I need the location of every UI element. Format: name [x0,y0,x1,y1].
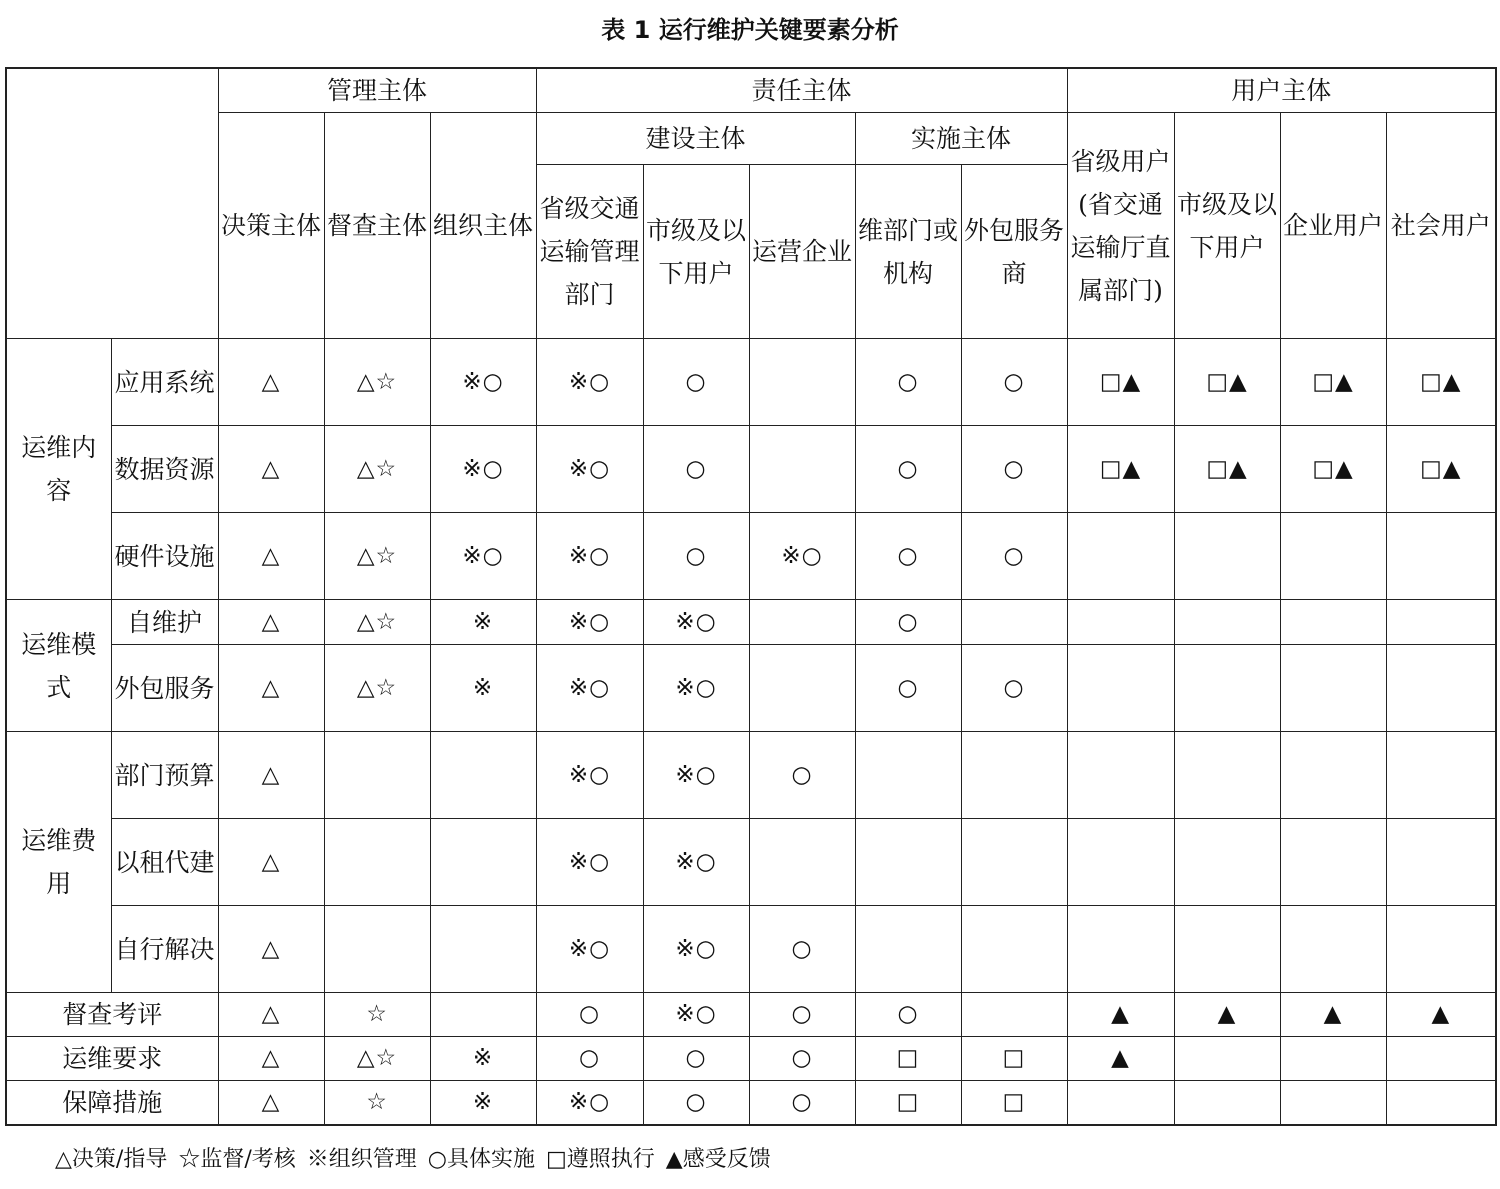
table-cell [430,993,536,1037]
table-cell: ※○ [536,513,643,600]
table-cell [1174,1081,1280,1126]
subgroup-header-implementation: 实施主体 [855,113,1067,165]
row-label: 保障措施 [6,1081,218,1126]
table-cell: ※ [430,600,536,645]
table-cell: ▲ [1280,993,1386,1037]
group-header-responsibility: 责任主体 [536,68,1067,113]
table-cell: □ [855,1037,961,1081]
table-cell [961,819,1067,906]
table-cell [1067,1081,1174,1126]
table-cell: ○ [961,426,1067,513]
table-cell: ※○ [536,600,643,645]
table-cell [1067,819,1174,906]
table-cell: ○ [749,1081,855,1126]
column-header: 市级及以下用户 [643,165,749,339]
table-cell [1280,1037,1386,1081]
table-cell [1280,1081,1386,1126]
table-cell: ○ [855,993,961,1037]
table-cell: ○ [643,426,749,513]
table-cell [1067,513,1174,600]
table-cell: □▲ [1067,426,1174,513]
table-cell [1386,600,1496,645]
row-label: 运维要求 [6,1037,218,1081]
table-cell: □ [855,1081,961,1126]
legend-item: □遵照执行 [545,1147,655,1172]
table-cell: □▲ [1280,339,1386,426]
table-cell: △☆ [324,600,430,645]
table-cell: ※○ [536,732,643,819]
row-label: 硬件设施 [111,513,218,600]
table-cell: □▲ [1386,426,1496,513]
group-header-management: 管理主体 [218,68,536,113]
column-header: 省级用户(省交通运输厅直属部门) [1067,113,1174,339]
table-cell: △ [218,732,324,819]
table-cell: ○ [749,993,855,1037]
corner-cell [6,68,218,339]
table-cell: ※○ [430,426,536,513]
table-caption: 表 1 运行维护关键要素分析 [601,16,899,44]
table-cell [1280,513,1386,600]
table-cell [749,645,855,732]
table-cell: △ [218,906,324,993]
table-cell [961,600,1067,645]
table-cell [1386,819,1496,906]
table-cell [961,906,1067,993]
table-cell [430,819,536,906]
table-cell: ○ [643,1037,749,1081]
row-label: 数据资源 [111,426,218,513]
legend-item: ▲感受反馈 [665,1147,771,1172]
legend-item: △决策/指导 [55,1147,168,1172]
table-cell [324,906,430,993]
column-header: 组织主体 [430,113,536,339]
table-cell: ○ [749,732,855,819]
table-cell: △ [218,513,324,600]
table-cell [961,993,1067,1037]
table-cell: □▲ [1174,339,1280,426]
table-cell: ※○ [536,1081,643,1126]
table-cell [749,600,855,645]
table-cell: □▲ [1174,426,1280,513]
table-cell [749,426,855,513]
table-cell: △ [218,819,324,906]
table-cell: ○ [643,1081,749,1126]
table-cell: △☆ [324,513,430,600]
table-cell: ※○ [643,993,749,1037]
table-cell: □▲ [1386,339,1496,426]
row-label: 应用系统 [111,339,218,426]
table-cell: △ [218,339,324,426]
table-cell: △ [218,645,324,732]
table-cell: ※○ [643,819,749,906]
table-cell: △☆ [324,1037,430,1081]
table-cell: ※○ [536,645,643,732]
table-cell: △ [218,600,324,645]
table-cell: △☆ [324,426,430,513]
table-cell [1174,819,1280,906]
maintenance-elements-table [5,67,1497,1126]
table-cell [1386,906,1496,993]
group-header-user: 用户主体 [1067,68,1496,113]
table-cell [1280,906,1386,993]
table-cell: △ [218,993,324,1037]
table-cell [1386,645,1496,732]
table-cell [855,906,961,993]
table-cell [1174,906,1280,993]
column-header: 社会用户 [1386,113,1496,339]
table-cell: ▲ [1067,1037,1174,1081]
legend [55,1140,775,1180]
table-cell: ○ [749,1037,855,1081]
column-header: 维部门或机构 [855,165,961,339]
legend-item: ○具体实施 [427,1147,535,1172]
table-cell: ○ [855,600,961,645]
table-cell [855,732,961,819]
table-cell: △ [218,1081,324,1126]
table-cell: ※○ [430,513,536,600]
table-cell: ※ [430,1081,536,1126]
table-cell: ○ [536,1037,643,1081]
column-header: 企业用户 [1280,113,1386,339]
table-cell: ▲ [1174,993,1280,1037]
table-cell: □ [961,1081,1067,1126]
table-cell: ※○ [749,513,855,600]
table-cell [1280,645,1386,732]
table-cell [749,819,855,906]
table-cell: ※○ [430,339,536,426]
table-cell: ※○ [536,426,643,513]
table-cell: ☆ [324,1081,430,1126]
table-cell: ○ [961,645,1067,732]
table-cell: ○ [961,339,1067,426]
column-header: 运营企业 [749,165,855,339]
row-label: 自维护 [111,600,218,645]
table-cell: ○ [749,906,855,993]
column-header: 外包服务商 [961,165,1067,339]
legend-item: ※组织管理 [306,1147,417,1172]
table-cell: ※○ [536,906,643,993]
table-cell: ※○ [643,906,749,993]
table-cell [1280,600,1386,645]
table-cell [855,819,961,906]
row-label: 以租代建 [111,819,218,906]
table-cell [430,732,536,819]
table-cell: ○ [643,339,749,426]
table-cell: ○ [855,513,961,600]
subgroup-header-construction: 建设主体 [536,113,855,165]
column-header: 督查主体 [324,113,430,339]
column-header: 市级及以下用户 [1174,113,1280,339]
category-label: 运维内容 [6,339,111,600]
table-cell: ▲ [1067,993,1174,1037]
table-cell: ※○ [643,600,749,645]
table-cell [1386,513,1496,600]
table-cell: ○ [643,513,749,600]
legend-item: ☆监督/考核 [178,1147,296,1172]
table-cell: □▲ [1067,339,1174,426]
table-cell: □ [961,1037,1067,1081]
table-cell [324,819,430,906]
table-cell: □▲ [1280,426,1386,513]
table-cell [749,339,855,426]
table-cell [1174,732,1280,819]
table-cell: ○ [855,339,961,426]
column-header: 决策主体 [218,113,324,339]
category-label: 运维模式 [6,600,111,732]
table-cell [1280,819,1386,906]
column-header: 省级交通运输管理部门 [536,165,643,339]
table-cell [1067,732,1174,819]
table-cell: ※○ [536,819,643,906]
table-cell: ※ [430,1037,536,1081]
table-cell: ※○ [643,732,749,819]
table-cell: ○ [961,513,1067,600]
table-cell [1174,513,1280,600]
table-cell [1174,1037,1280,1081]
table-cell: △ [218,1037,324,1081]
table-cell [1174,645,1280,732]
row-label: 部门预算 [111,732,218,819]
table-cell [1386,1037,1496,1081]
table-cell: ※○ [536,339,643,426]
table-cell [430,906,536,993]
table-cell [1067,600,1174,645]
table-cell: △☆ [324,339,430,426]
table-cell: △☆ [324,645,430,732]
table-cell: ※ [430,645,536,732]
table-cell: ▲ [1386,993,1496,1037]
table-cell: ※○ [643,645,749,732]
row-label: 自行解决 [111,906,218,993]
table-cell [1174,600,1280,645]
table-cell: ○ [855,645,961,732]
table-cell [961,732,1067,819]
row-label: 督查考评 [6,993,218,1037]
table-cell [1386,732,1496,819]
table-cell: △ [218,426,324,513]
row-label: 外包服务 [111,645,218,732]
table-cell [1067,906,1174,993]
table-cell: ○ [536,993,643,1037]
table-cell: ☆ [324,993,430,1037]
table-cell [1386,1081,1496,1126]
table-cell [1067,645,1174,732]
table-cell [1280,732,1386,819]
category-label: 运维费用 [6,732,111,993]
table-cell: ○ [855,426,961,513]
table-cell [324,732,430,819]
